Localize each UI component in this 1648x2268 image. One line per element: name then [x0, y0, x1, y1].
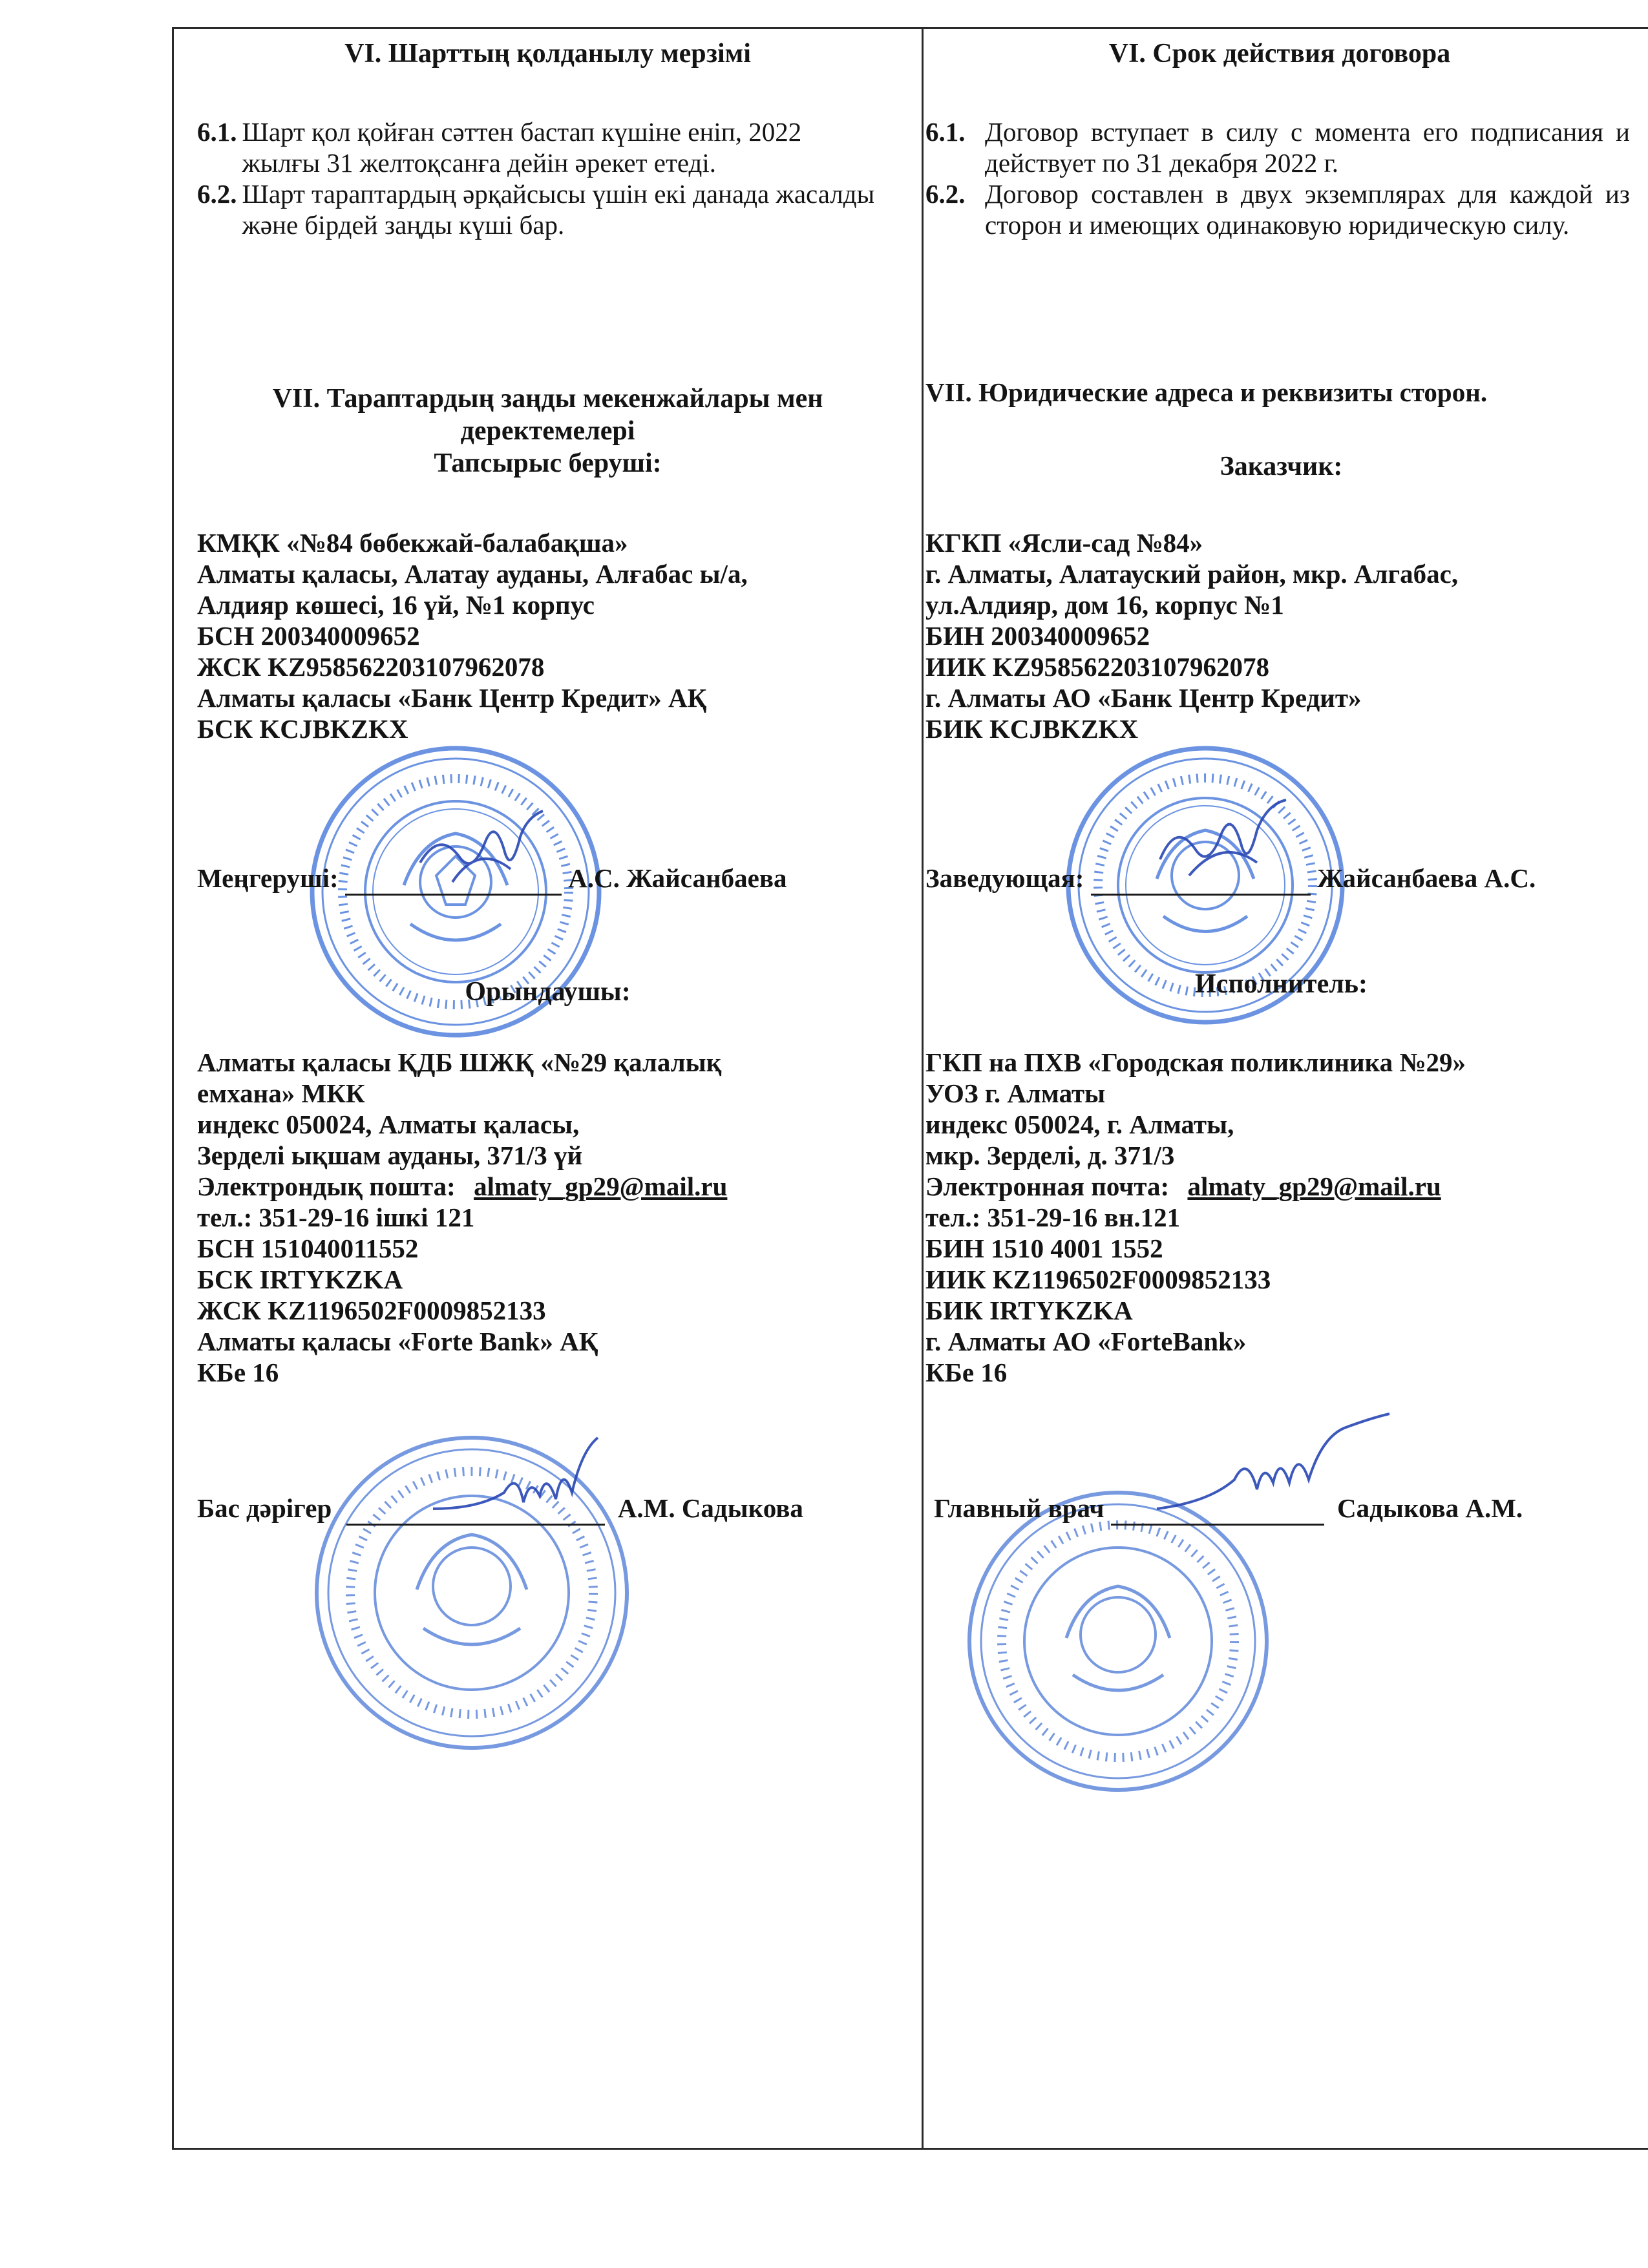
signature-role: Меңгеруші:	[197, 863, 339, 893]
left-executor-label: Орындаушы:	[465, 977, 631, 1007]
requisite-line: БСК KCJBKZKX	[197, 714, 408, 744]
requisite-line: индекс 050024, г. Алматы,	[925, 1109, 1234, 1139]
email-label: Электронная почта:	[925, 1171, 1170, 1201]
requisite-line: УОЗ г. Алматы	[925, 1078, 1106, 1108]
requisite-line: БСН 200340009652	[197, 621, 420, 651]
left-section6-title: VI. Шарттың қолданылу мерзімі	[344, 39, 751, 68]
requisite-line: БСН 151040011552	[197, 1234, 419, 1263]
requisite-line: КМҚК «№84 бөбекжай-балабақша»	[197, 528, 628, 558]
requisite-line: Алматы қаласы ҚДБ ШЖҚ «№29 қалалық	[197, 1047, 722, 1077]
requisite-line: Алдияр көшесі, 16 үй, №1 корпус	[197, 590, 595, 620]
clause-text: Шарт тараптардың әрқайсысы үшін екі данада жасалды және бірдей заңды күші бар.	[242, 179, 875, 240]
signature-line	[346, 1493, 605, 1526]
signature-role: Бас дәрігер	[197, 1493, 332, 1523]
requisite-line: КГКП «Ясли-сад №84»	[925, 528, 1203, 558]
right-executor-label: Исполнитель:	[1195, 969, 1368, 999]
signature-line	[1111, 1493, 1324, 1526]
left-executor-signature-row	[197, 1493, 908, 1526]
requisite-line: мкр. Зерделі, д. 371/3	[925, 1140, 1175, 1170]
signature-line	[1091, 863, 1311, 896]
requisite-line: БИН 200340009652	[925, 621, 1150, 651]
requisite-line: тел.: 351-29-16 вн.121	[925, 1202, 1181, 1232]
right-customer-signature-row	[925, 863, 1636, 896]
left-customer-requisites	[197, 527, 898, 744]
clause-number: 6.2.	[197, 179, 237, 209]
signature-line	[345, 863, 562, 896]
right-customer-requisites	[925, 527, 1636, 744]
email-row	[925, 1171, 1636, 1202]
requisite-line: ЖСК KZ1196502F0009852133	[197, 1296, 546, 1325]
requisite-line: г. Алматы, Алатауский район, мкр. Алгабас,	[925, 559, 1459, 589]
requisite-line: КБе 16	[925, 1358, 1008, 1387]
requisite-line: БИК IRTYKZKA	[925, 1296, 1133, 1325]
requisite-line: Зерделі ықшам ауданы, 371/3 үй	[197, 1140, 583, 1170]
polyclinic-stamp-right	[963, 1486, 1273, 1796]
email-label: Электрондық пошта:	[197, 1171, 456, 1201]
requisite-line: тел.: 351-29-16 ішкі 121	[197, 1202, 475, 1232]
left-customer-label: Тапсырыс беруші:	[434, 448, 662, 478]
clause-text: Шарт қол қойған сәттен бастап күшіне еніп, 2022 жылғы 31 желтоқсанға дейін әрекет етеді.	[242, 117, 802, 178]
left-executor-requisites	[197, 1047, 898, 1388]
requisite-line: КБе 16	[197, 1358, 279, 1387]
requisite-line: г. Алматы АО «Банк Центр Кредит»	[925, 683, 1362, 713]
left-section7-title	[197, 383, 898, 479]
signature-name: А.С. Жайсанбаева	[568, 863, 787, 893]
signature-name: Жайсанбаева А.С.	[1316, 863, 1536, 893]
right-clause-6-1	[925, 116, 1630, 178]
requisite-line: ул.Алдияр, дом 16, корпус №1	[925, 590, 1284, 620]
signature-name: Садыкова А.М.	[1337, 1493, 1523, 1523]
left-customer-signature-row	[197, 863, 898, 896]
email-link[interactable]: almaty_gp29@mail.ru	[474, 1171, 728, 1201]
right-executor-requisites	[925, 1047, 1636, 1388]
clause-number: 6.1.	[197, 117, 237, 147]
clause-number: 6.2.	[925, 179, 966, 209]
requisite-line: ЖСК KZ958562203107962078	[197, 652, 545, 682]
requisite-line: БСК IRTYKZKA	[197, 1265, 403, 1294]
requisite-line: БИН 1510 4001 1552	[925, 1234, 1163, 1263]
left-clause-6-2	[197, 178, 898, 240]
right-clauses	[925, 116, 1630, 240]
right-clause-6-2	[925, 178, 1630, 240]
column-divider	[922, 27, 924, 2150]
requisite-line: Алматы қаласы «Банк Центр Кредит» АҚ	[197, 683, 707, 713]
right-executor-signature-row	[934, 1493, 1638, 1526]
right-section7-title: VII. Юридические адреса и реквизиты сторон.	[925, 377, 1488, 407]
requisite-line: индекс 050024, Алматы қаласы,	[197, 1109, 580, 1139]
requisite-line: г. Алматы АО «ForteBank»	[925, 1327, 1247, 1356]
clause-text: Договор составлен в двух экземплярах для каждой из сторон и имеющих одинаковую юридическую силу.	[985, 179, 1630, 240]
requisite-line: ИИК KZ1196502F0009852133	[925, 1265, 1271, 1294]
signature-role: Заведующая:	[925, 863, 1084, 893]
email-link[interactable]: almaty_gp29@mail.ru	[1187, 1171, 1441, 1201]
left-section7-title-line2: деректемелері	[460, 416, 635, 446]
left-section7-title-line1: VII. Тараптардың заңды мекенжайлары мен	[272, 384, 823, 414]
requisite-line: БИК KCJBKZKX	[925, 714, 1139, 744]
requisite-line: Алматы қаласы, Алатау ауданы, Алғабас ы/а,	[197, 559, 748, 589]
left-clauses	[197, 116, 898, 240]
right-section6-title: VI. Срок действия договора	[1108, 39, 1451, 68]
clause-text: Договор вступает в силу с момента его подписания и действует по 31 декабря 2022 г.	[985, 117, 1630, 178]
signature-name: А.М. Садыкова	[617, 1493, 803, 1523]
signature-role: Главный врач	[934, 1493, 1104, 1523]
requisite-line: Алматы қаласы «Forte Bank» АҚ	[197, 1327, 598, 1356]
requisite-line: ИИК KZ958562203107962078	[925, 652, 1269, 682]
left-clause-6-1	[197, 116, 898, 178]
right-customer-label: Заказчик:	[1220, 452, 1343, 481]
email-row	[197, 1171, 898, 1202]
clause-number: 6.1.	[925, 117, 966, 147]
requisite-line: емхана» МКК	[197, 1078, 365, 1108]
requisite-line: ГКП на ПХВ «Городская поликлиника №29»	[925, 1047, 1466, 1077]
